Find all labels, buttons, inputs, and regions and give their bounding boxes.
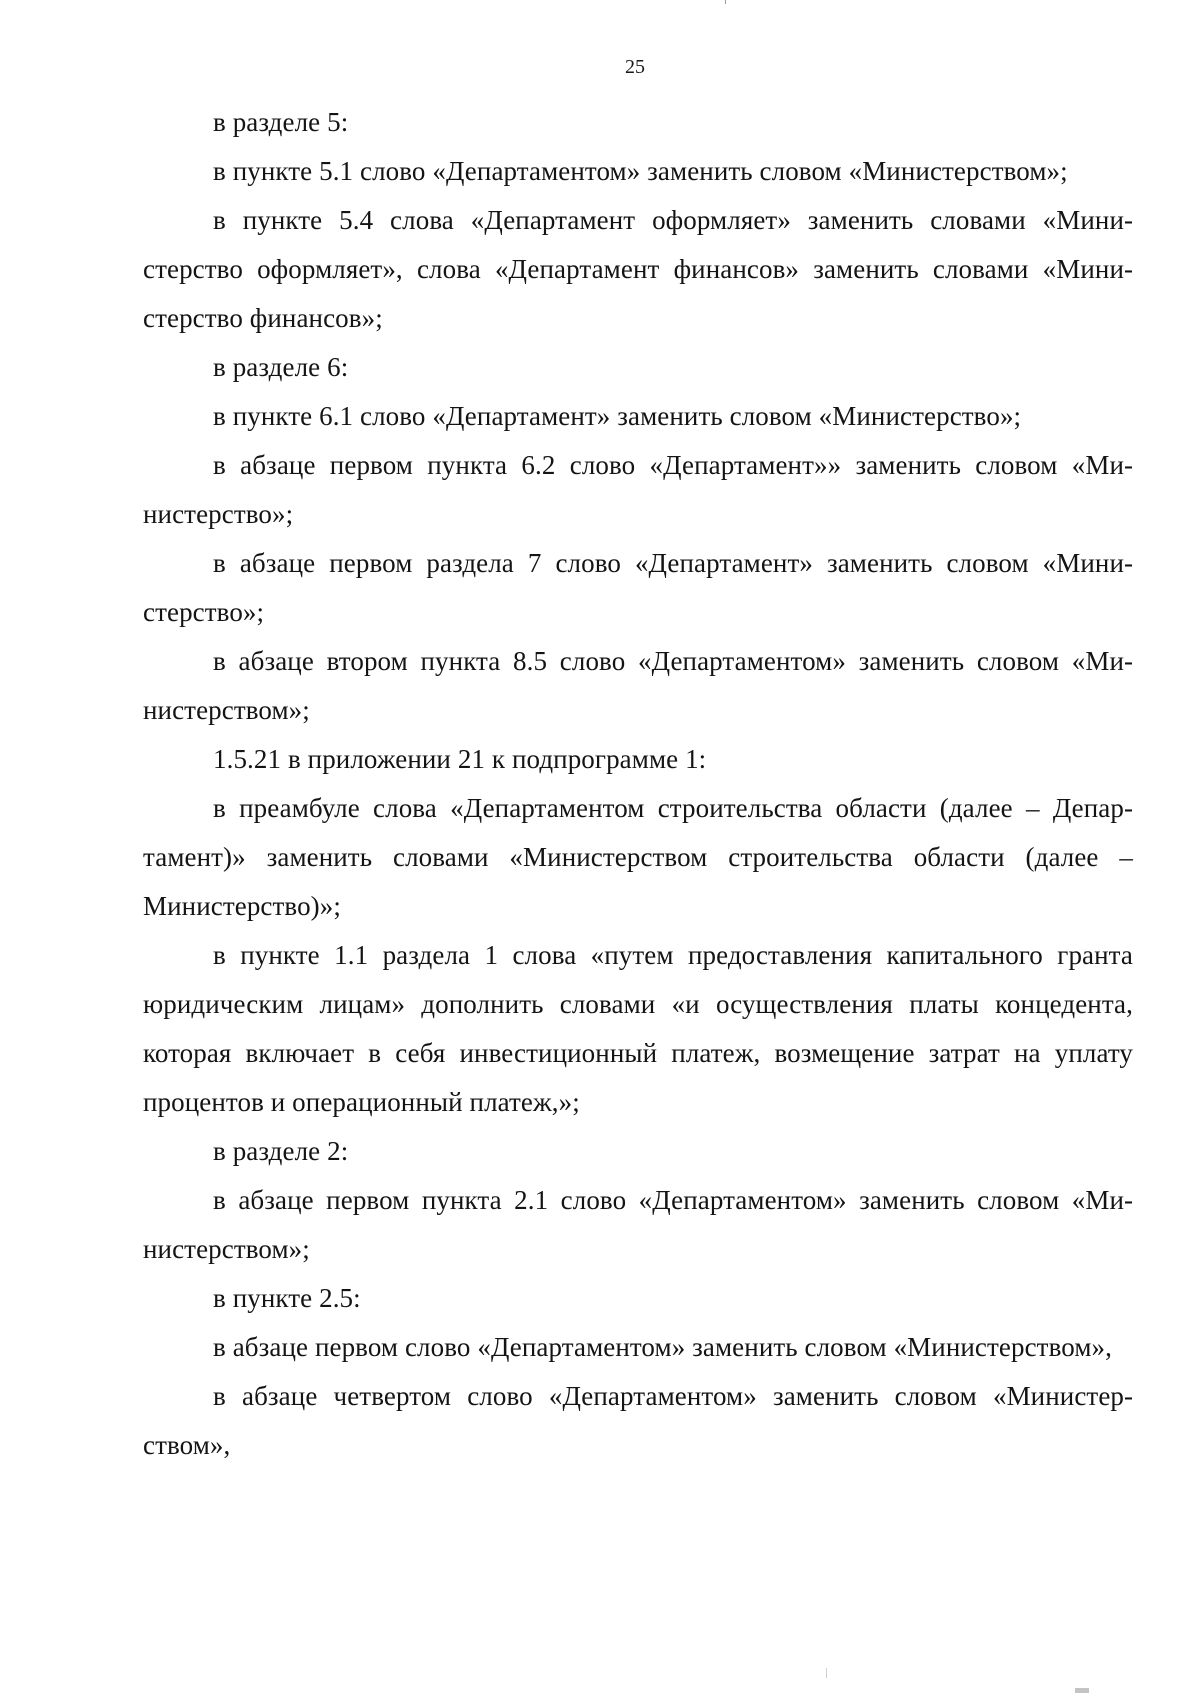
paragraph-item-2-5-heading: в пункте 2.5: — [213, 1283, 361, 1313]
document-body — [143, 98, 1133, 1470]
paragraph-section-2-heading: в разделе 2: — [213, 1136, 349, 1166]
paragraph-item-5-4: в пункте 5.4 слова «Департамент оформляет» заменить словами «Министерство оформляет», слова «Департамент финансов» заменить словами «Министерство финансов»; — [143, 205, 1133, 333]
scan-speck-bottom-mid — [826, 1668, 827, 1678]
paragraph-preamble: в преамбуле слова «Департаментом строительства области (далее – Департамент)» заменить словами «Министерством строительства области (далее – Министерство)»; — [143, 793, 1133, 921]
paragraph-section-6-heading: в разделе 6: — [213, 352, 349, 382]
paragraph-item-6-2: в абзаце первом пункта 6.2 слово «Департамент»» заменить словом «Министерство»; — [143, 450, 1133, 529]
paragraph-section-5-heading: в разделе 5: — [213, 107, 349, 137]
paragraph-1-5-21-heading: 1.5.21 в приложении 21 к подпрограмме 1: — [213, 744, 707, 774]
paragraph-item-8-5: в абзаце втором пункта 8.5 слово «Департаментом» заменить словом «Министерством»; — [143, 646, 1133, 725]
scan-speck-bottom-right — [1075, 1688, 1089, 1693]
paragraph-section-7: в абзаце первом раздела 7 слово «Департамент» заменить словом «Министерство»; — [143, 548, 1133, 627]
paragraph-item-2-5-first: в абзаце первом слово «Департаментом» заменить словом «Министерством», — [213, 1332, 1112, 1362]
scan-speck-top — [725, 0, 726, 4]
paragraph-item-2-5-fourth: в абзаце четвертом слово «Департаментом» заменить словом «Министерством», — [143, 1381, 1133, 1460]
paragraph-item-2-1: в абзаце первом пункта 2.1 слово «Департаментом» заменить словом «Министерством»; — [143, 1185, 1133, 1264]
paragraph-item-6-1: в пункте 6.1 слово «Департамент» заменить словом «Министерство»; — [213, 401, 1022, 431]
page-number: 25 — [625, 56, 645, 78]
paragraph-item-1-1: в пункте 1.1 раздела 1 слова «путем предоставления капитального гранта юридическим лицам» дополнить словами «и осуществления платы концедента, которая включает в себя инвестиционный платеж, возмещение затрат на уплату процентов и операционный платеж,»; — [143, 940, 1133, 1117]
paragraph-item-5-1: в пункте 5.1 слово «Департаментом» заменить словом «Министерством»; — [213, 156, 1068, 186]
